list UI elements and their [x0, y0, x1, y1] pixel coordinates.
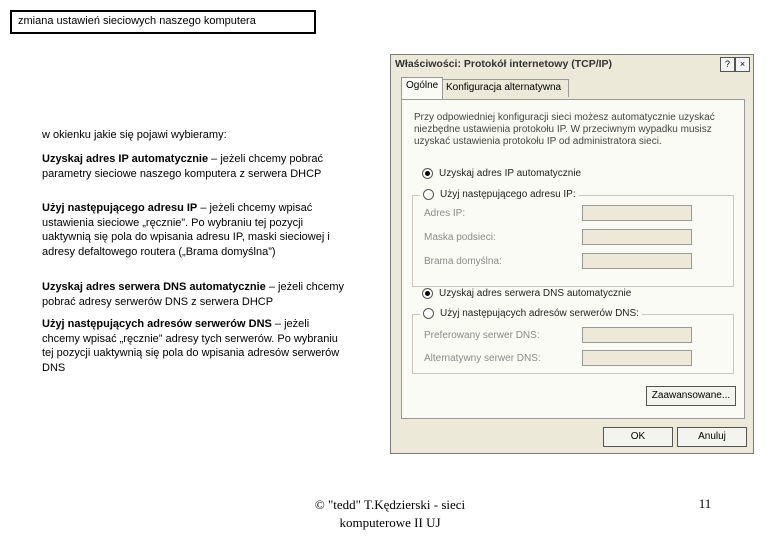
footer-line-2: komputerowe II UJ	[339, 515, 441, 530]
radio-dns-auto[interactable]	[422, 288, 631, 299]
radio-ip-manual[interactable]	[420, 189, 579, 200]
list-item	[42, 280, 347, 309]
radio-ip-manual-label: Użyj następującego adresu IP:	[440, 189, 576, 200]
radio-dns-manual-label: Użyj następujących adresów serwerów DNS:	[440, 308, 639, 319]
help-button[interactable]: ?	[720, 57, 735, 72]
item-heading: Uzyskaj adres serwera DNS automatycznie	[42, 281, 266, 293]
default-gateway-label: Brama domyślna:	[424, 256, 502, 267]
subnet-mask-input[interactable]	[582, 229, 692, 245]
close-button[interactable]: ×	[735, 57, 750, 72]
footer-text	[290, 496, 490, 532]
radio-dns-auto-label: Uzyskaj adres serwera DNS automatycznie	[439, 288, 632, 299]
radio-unselected-icon	[423, 308, 434, 319]
radio-selected-icon	[422, 168, 433, 179]
ok-button[interactable]: OK	[603, 427, 673, 447]
dialog-titlebar	[391, 55, 753, 73]
footer-line-1: © "tedd" T.Kędzierski - sieci	[314, 497, 466, 512]
advanced-button[interactable]: Zaawansowane...	[646, 386, 736, 406]
page-number: 11	[698, 496, 712, 511]
radio-ip-auto[interactable]	[422, 168, 581, 179]
item-heading: Uzyskaj adres IP automatycznie	[42, 153, 209, 165]
cancel-button[interactable]: Anuluj	[677, 427, 747, 447]
radio-ip-auto-label: Uzyskaj adres IP automatycznie	[439, 168, 582, 179]
ip-address-label: Adres IP:	[424, 208, 466, 219]
slide-title: zmiana ustawień sieciowych naszego komputera	[10, 10, 316, 34]
default-gateway-input[interactable]	[582, 253, 692, 269]
dialog-title: Właściwości: Protokół internetowy (TCP/IP)	[395, 58, 613, 70]
item-body: – jeżeli chcemy wpisać „ręcznie” adresy tych serwerów. Po wybraniu tej pozycji uaktywnią się pola do wpisania adresów serwerów DNS	[42, 318, 340, 374]
alternate-dns-input[interactable]	[582, 350, 692, 366]
list-item	[42, 201, 347, 259]
ip-address-input[interactable]	[582, 205, 692, 221]
radio-selected-icon	[422, 288, 433, 299]
tcpip-properties-dialog	[390, 54, 754, 454]
list-item	[42, 152, 347, 181]
item-heading: Użyj następującego adresu IP	[42, 202, 198, 214]
radio-dns-manual[interactable]	[420, 308, 642, 319]
item-body: – jeżeli chcemy pobrać parametry sieciowe naszego komputera z serwera DHCP	[42, 153, 324, 180]
item-body: – jeżeli chcemy wpisać ustawienia sieciowe „ręcznie”. Po wybraniu tej pozycji uaktywnią się pola do wpisania adresu IP, maski sieciowej i adresy defaltowego routera („Brama domyślna”)	[42, 202, 330, 258]
tab-general[interactable]: Ogólne	[401, 77, 443, 99]
preferred-dns-input[interactable]	[582, 327, 692, 343]
tab-panel-general	[401, 99, 745, 419]
intro-text: w okienku jakie się pojawi wybieramy:	[42, 129, 227, 141]
description-text: Przy odpowiedniej konfiguracji sieci możesz automatycznie uzyskać niezbędne ustawienia protokołu IP. W przeciwnym wypadku musisz uzyskać ustawienia protokołu IP od administratora sieci.	[414, 112, 715, 147]
item-body: – jeżeli chcemy pobrać adresy serwerów DNS z serwera DHCP	[42, 281, 345, 308]
item-heading: Użyj następujących adresów serwerów DNS	[42, 318, 272, 330]
list-item	[42, 317, 347, 375]
alternate-dns-label: Alternatywny serwer DNS:	[424, 353, 541, 364]
tab-alternate-config[interactable]: Konfiguracja alternatywna	[441, 79, 569, 97]
subnet-mask-label: Maska podsieci:	[424, 232, 496, 243]
preferred-dns-label: Preferowany serwer DNS:	[424, 330, 540, 341]
radio-unselected-icon	[423, 189, 434, 200]
